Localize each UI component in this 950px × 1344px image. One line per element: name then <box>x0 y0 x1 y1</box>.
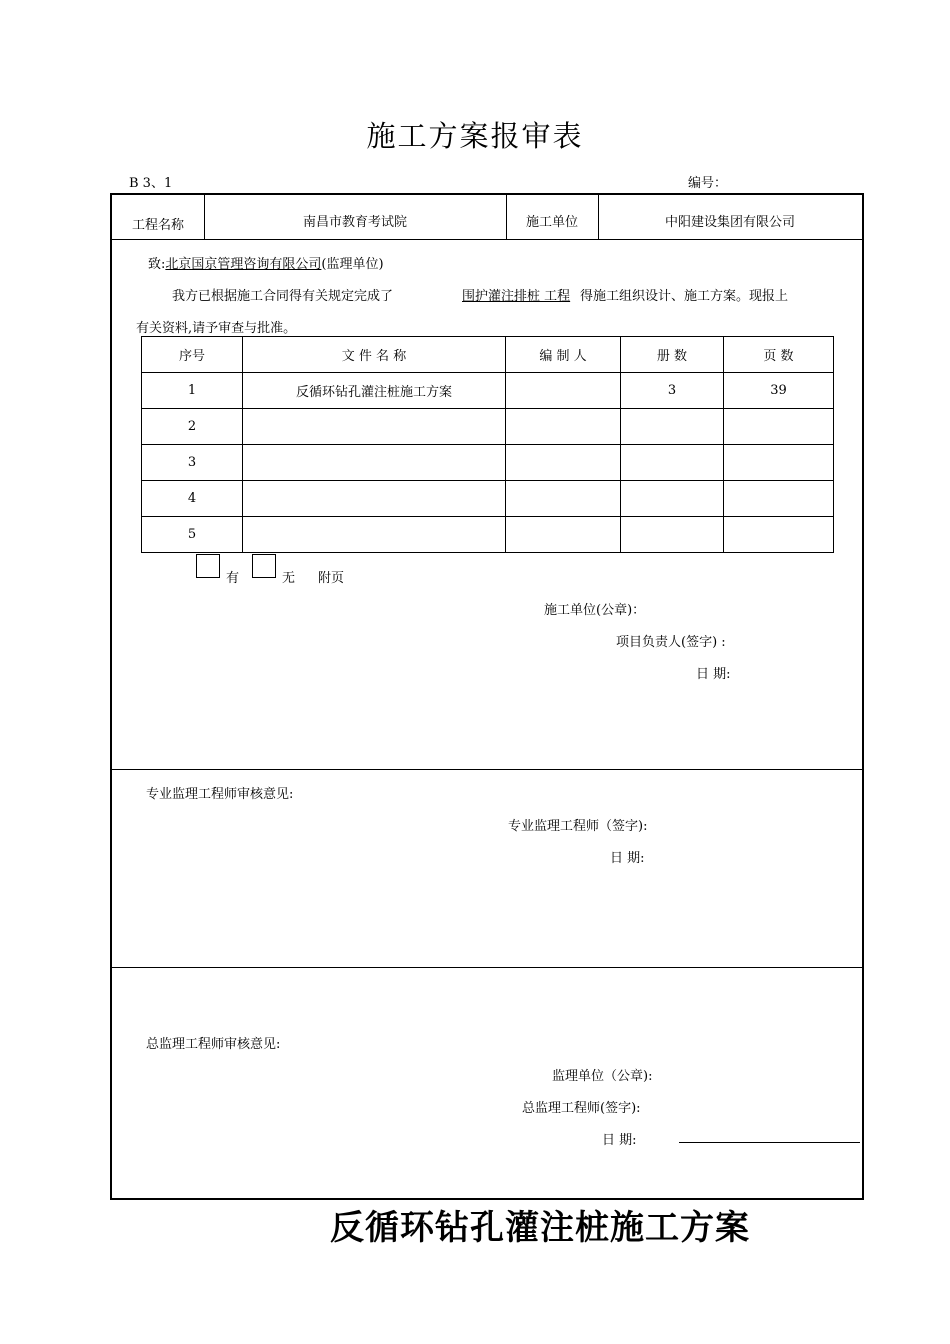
table-cell: 1 <box>142 373 243 409</box>
statement-line2: 有关资料,请予审查与批准。 <box>136 321 297 336</box>
engineer-review-label: 专业监理工程师审核意见: <box>146 787 294 802</box>
attachment-no-checkbox[interactable] <box>252 554 276 578</box>
table-cell <box>724 445 834 481</box>
divider <box>112 239 862 240</box>
chief-date-label: 日 期: <box>602 1133 637 1148</box>
contractor-date-label: 日 期: <box>696 667 731 682</box>
addressee-prefix: 致: <box>148 257 166 272</box>
table-cell <box>243 481 506 517</box>
contractor-label: 施工单位 <box>525 215 578 230</box>
table-cell <box>506 517 621 553</box>
table-cell: 5 <box>142 517 243 553</box>
table-cell <box>724 409 834 445</box>
column-header: 册 数 <box>621 337 724 373</box>
table-row <box>142 481 834 517</box>
addressee <box>148 253 384 272</box>
engineer-sign-label: 专业监理工程师（签字): <box>508 819 648 834</box>
column-header: 编 制 人 <box>506 337 621 373</box>
attachment-label: 附页 <box>318 571 345 586</box>
project-manager-sign-label: 项目负责人(签字) : <box>616 635 726 650</box>
table-cell: 3 <box>621 373 724 409</box>
attachment-yes-checkbox[interactable] <box>196 554 220 578</box>
files-table <box>141 336 834 553</box>
table-cell <box>621 445 724 481</box>
table-row <box>142 409 834 445</box>
engineer-date-label: 日 期: <box>610 851 645 866</box>
table-cell <box>621 481 724 517</box>
document-title: 反循环钻孔灌注桩施工方案 <box>330 1208 750 1248</box>
table-cell <box>506 481 621 517</box>
statement-part1: 我方已根据施工合同得有关规定完成了 <box>172 289 394 304</box>
attachment-no-label: 无 <box>282 571 296 586</box>
supervision-seal-label: 监理单位（公章): <box>552 1069 653 1084</box>
table-cell <box>621 409 724 445</box>
table-cell: 39 <box>724 373 834 409</box>
statement-part2: 得施工组织设计、施工方案。现报上 <box>580 289 789 304</box>
table-header-row <box>142 337 834 373</box>
table-cell: 3 <box>142 445 243 481</box>
contractor-value: 中阳建设集团有限公司 <box>664 215 795 230</box>
divider <box>112 967 862 968</box>
project-name-label: 工程名称 <box>131 218 184 233</box>
date-signature-line <box>679 1142 860 1143</box>
statement-work: 围护灌注排桩 工程 <box>462 289 571 304</box>
table-cell: 4 <box>142 481 243 517</box>
contractor-seal-label: 施工单位(公章)： <box>544 603 646 618</box>
table-cell: 2 <box>142 409 243 445</box>
table-cell <box>506 373 621 409</box>
table-cell <box>506 409 621 445</box>
form-frame <box>110 193 864 1200</box>
page-title: 施工方案报审表 <box>366 119 584 153</box>
chief-review-label: 总监理工程师审核意见: <box>146 1037 281 1052</box>
table-row <box>142 373 834 409</box>
table-cell <box>724 481 834 517</box>
divider <box>112 769 862 770</box>
number-label: 编号： <box>688 176 728 191</box>
column-header: 页 数 <box>724 337 834 373</box>
column-header: 文 件 名 称 <box>243 337 506 373</box>
project-name-value: 南昌市教育考试院 <box>302 215 407 230</box>
table-cell <box>243 409 506 445</box>
table-cell <box>506 445 621 481</box>
table-cell <box>724 517 834 553</box>
table-cell <box>243 517 506 553</box>
chief-sign-label: 总监理工程师(签字): <box>522 1101 641 1116</box>
table-cell <box>621 517 724 553</box>
addressee-name: 北京国京管理咨询有限公司 <box>165 257 322 272</box>
table-row <box>142 517 834 553</box>
addressee-suffix: (监理单位) <box>321 257 384 272</box>
column-header: 序号 <box>142 337 243 373</box>
attachment-yes-label: 有 <box>226 571 240 586</box>
form-code: B 3、1 <box>129 176 173 191</box>
table-cell <box>243 445 506 481</box>
table-cell: 反循环钻孔灌注桩施工方案 <box>243 373 506 409</box>
table-row <box>142 445 834 481</box>
